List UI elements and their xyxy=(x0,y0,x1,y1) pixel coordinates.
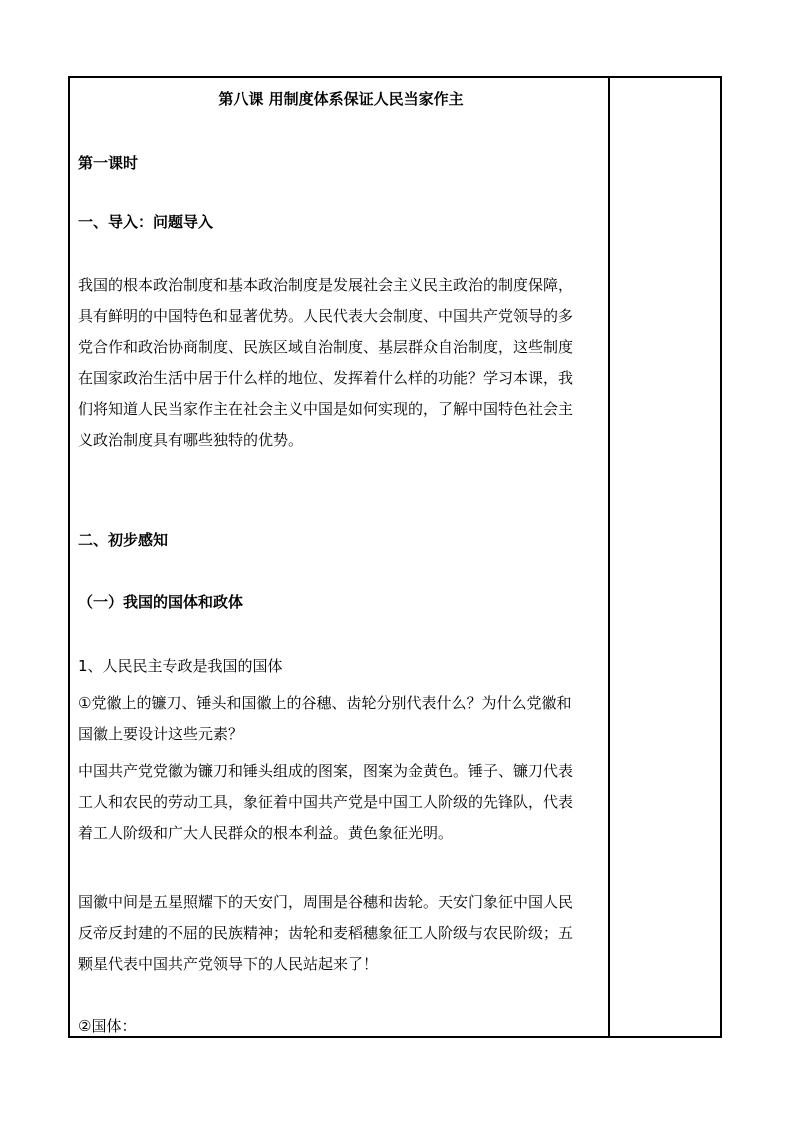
notes-cell xyxy=(610,78,720,1036)
question-line: 国徽上要设计这些元素？ xyxy=(78,725,244,743)
intro-paragraph-line: 义政治制度具有哪些独特的优势。 xyxy=(78,431,304,449)
intro-paragraph-line: 们将知道人民当家作主在社会主义中国是如何实现的，了解中国特色社会主 xyxy=(78,400,574,418)
answer-line: 国徽中间是五星照耀下的天安门，周围是谷穗和齿轮。天安门象征中国人民 xyxy=(78,893,574,911)
intro-paragraph-line: 党合作和政治协商制度、民族区域自治制度、基层群众自治制度，这些制度 xyxy=(78,338,574,356)
question-line: ①党徽上的镰刀、锤头和国徽上的谷穗、齿轮分别代表什么？为什么党徽和 xyxy=(78,694,572,712)
subsection-heading: （一）我国的国体和政体 xyxy=(78,593,244,611)
point-heading: ②国体： xyxy=(78,1017,137,1035)
point-heading: 1、人民民主专政是我国的国体 xyxy=(78,657,283,675)
lesson-plan-table xyxy=(68,76,722,1038)
section-heading-perception: 二、初步感知 xyxy=(78,531,169,549)
section-heading-intro: 一、导入：问题导入 xyxy=(78,213,214,231)
answer-line: 中国共产党党徽为镰刀和锤头组成的图案，图案为金黄色。锤子、镰刀代表 xyxy=(78,762,574,780)
lesson-period-heading: 第一课时 xyxy=(78,154,139,172)
answer-line: 工人和农民的劳动工具，象征着中国共产党是中国工人阶级的先锋队，代表 xyxy=(78,793,574,811)
intro-paragraph-line: 在国家政治生活中居于什么样的地位、发挥着什么样的功能？学习本课，我 xyxy=(78,369,574,387)
answer-line: 颗星代表中国共产党领导下的人民站起来了！ xyxy=(78,955,379,973)
answer-line: 着工人阶级和广大人民群众的根本利益。黄色象征光明。 xyxy=(78,824,454,842)
intro-paragraph-line: 我国的根本政治制度和基本政治制度是发展社会主义民主政治的制度保障， xyxy=(78,276,574,294)
answer-line: 反帝反封建的不屈的民族精神；齿轮和麦稻穗象征工人阶级与农民阶级；五 xyxy=(78,924,574,942)
intro-paragraph-line: 具有鲜明的中国特色和显著优势。人民代表大会制度、中国共产党领导的多 xyxy=(78,307,574,325)
document-title: 第八课 用制度体系保证人民当家作主 xyxy=(218,90,464,108)
